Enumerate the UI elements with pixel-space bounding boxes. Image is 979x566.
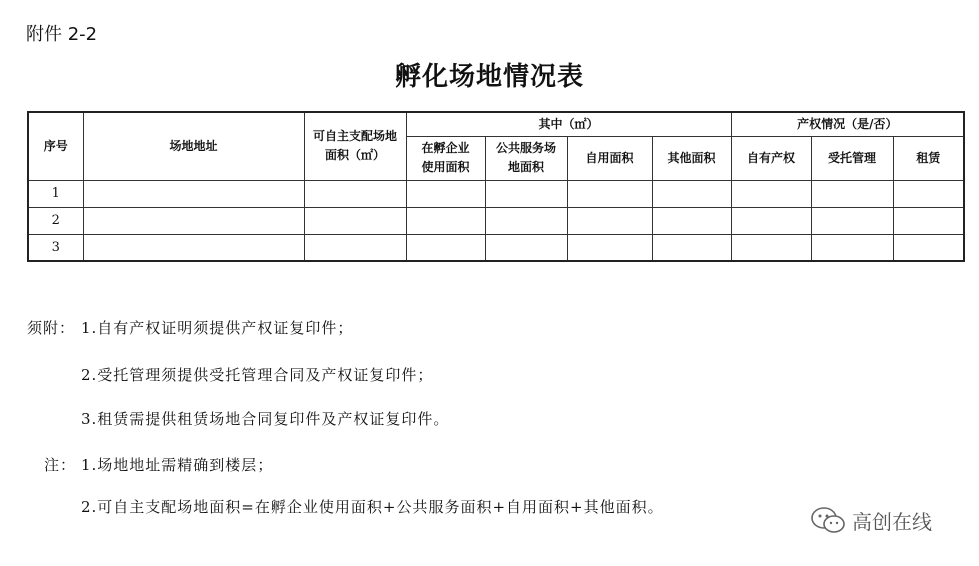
cell-self-use[interactable] bbox=[567, 207, 652, 234]
cell-other[interactable] bbox=[652, 234, 731, 261]
remark-prefix: 注： bbox=[44, 456, 77, 474]
cell-seq: 3 bbox=[28, 234, 83, 261]
cell-entrusted[interactable] bbox=[811, 180, 893, 207]
remark-note-2: 2.可自主支配场地面积=在孵企业使用面积+公共服务面积+自用面积+其他面积。 bbox=[81, 498, 664, 516]
watermark-text: 高创在线 bbox=[852, 509, 932, 534]
cell-owned[interactable] bbox=[731, 207, 811, 234]
cell-disposable-area[interactable] bbox=[304, 207, 406, 234]
header-leased: 租赁 bbox=[893, 136, 964, 180]
cell-entrusted[interactable] bbox=[811, 234, 893, 261]
cell-owned[interactable] bbox=[731, 234, 811, 261]
cell-address[interactable] bbox=[83, 180, 304, 207]
cell-seq: 2 bbox=[28, 207, 83, 234]
cell-owned[interactable] bbox=[731, 180, 811, 207]
header-among-group: 其中（㎡） bbox=[406, 112, 731, 136]
cell-public-service[interactable] bbox=[485, 180, 567, 207]
attachment-label: 附件 2-2 bbox=[26, 24, 98, 45]
cell-address[interactable] bbox=[83, 234, 304, 261]
cell-public-service[interactable] bbox=[485, 234, 567, 261]
cell-address[interactable] bbox=[83, 207, 304, 234]
cell-incubating[interactable] bbox=[406, 234, 485, 261]
remark-note-1: 1.场地地址需精确到楼层； bbox=[81, 456, 274, 474]
table-row bbox=[28, 234, 964, 261]
header-ownership-group: 产权情况（是/否） bbox=[731, 112, 964, 136]
cell-leased[interactable] bbox=[893, 207, 964, 234]
cell-disposable-area[interactable] bbox=[304, 180, 406, 207]
required-note-2: 2.受托管理须提供受托管理合同及产权证复印件； bbox=[81, 366, 434, 384]
cell-leased[interactable] bbox=[893, 234, 964, 261]
required-note-3: 3.租赁需提供租赁场地合同复印件及产权证复印件。 bbox=[81, 410, 450, 428]
cell-entrusted[interactable] bbox=[811, 207, 893, 234]
incubation-site-table bbox=[27, 111, 965, 262]
document-title: 孵化场地情况表 bbox=[394, 62, 584, 92]
header-self-use: 自用面积 bbox=[567, 136, 652, 180]
header-owned: 自有产权 bbox=[731, 136, 811, 180]
header-incubating-text: 在孵企业使用面积 bbox=[421, 141, 470, 174]
cell-other[interactable] bbox=[652, 207, 731, 234]
header-other: 其他面积 bbox=[652, 136, 731, 180]
header-entrusted: 受托管理 bbox=[811, 136, 893, 180]
header-public-service bbox=[485, 136, 567, 180]
cell-other[interactable] bbox=[652, 180, 731, 207]
cell-disposable-area[interactable] bbox=[304, 234, 406, 261]
cell-leased[interactable] bbox=[893, 180, 964, 207]
header-disposable-area bbox=[304, 112, 406, 180]
table-row bbox=[28, 180, 964, 207]
header-seq: 序号 bbox=[28, 112, 83, 180]
header-incubating bbox=[406, 136, 485, 180]
cell-seq: 1 bbox=[28, 180, 83, 207]
wechat-icon bbox=[810, 505, 846, 535]
table-row bbox=[28, 207, 964, 234]
header-public-service-text: 公共服务场地面积 bbox=[495, 141, 556, 174]
cell-public-service[interactable] bbox=[485, 207, 567, 234]
cell-incubating[interactable] bbox=[406, 180, 485, 207]
watermark bbox=[810, 505, 932, 535]
header-address: 场地地址 bbox=[83, 112, 304, 180]
header-disposable-area-text: 可自主支配场地面积（㎡） bbox=[312, 129, 397, 163]
cell-self-use[interactable] bbox=[567, 234, 652, 261]
required-note-1: 1.自有产权证明须提供产权证复印件； bbox=[81, 319, 354, 337]
cell-self-use[interactable] bbox=[567, 180, 652, 207]
cell-incubating[interactable] bbox=[406, 207, 485, 234]
required-prefix: 须附： bbox=[27, 319, 76, 337]
